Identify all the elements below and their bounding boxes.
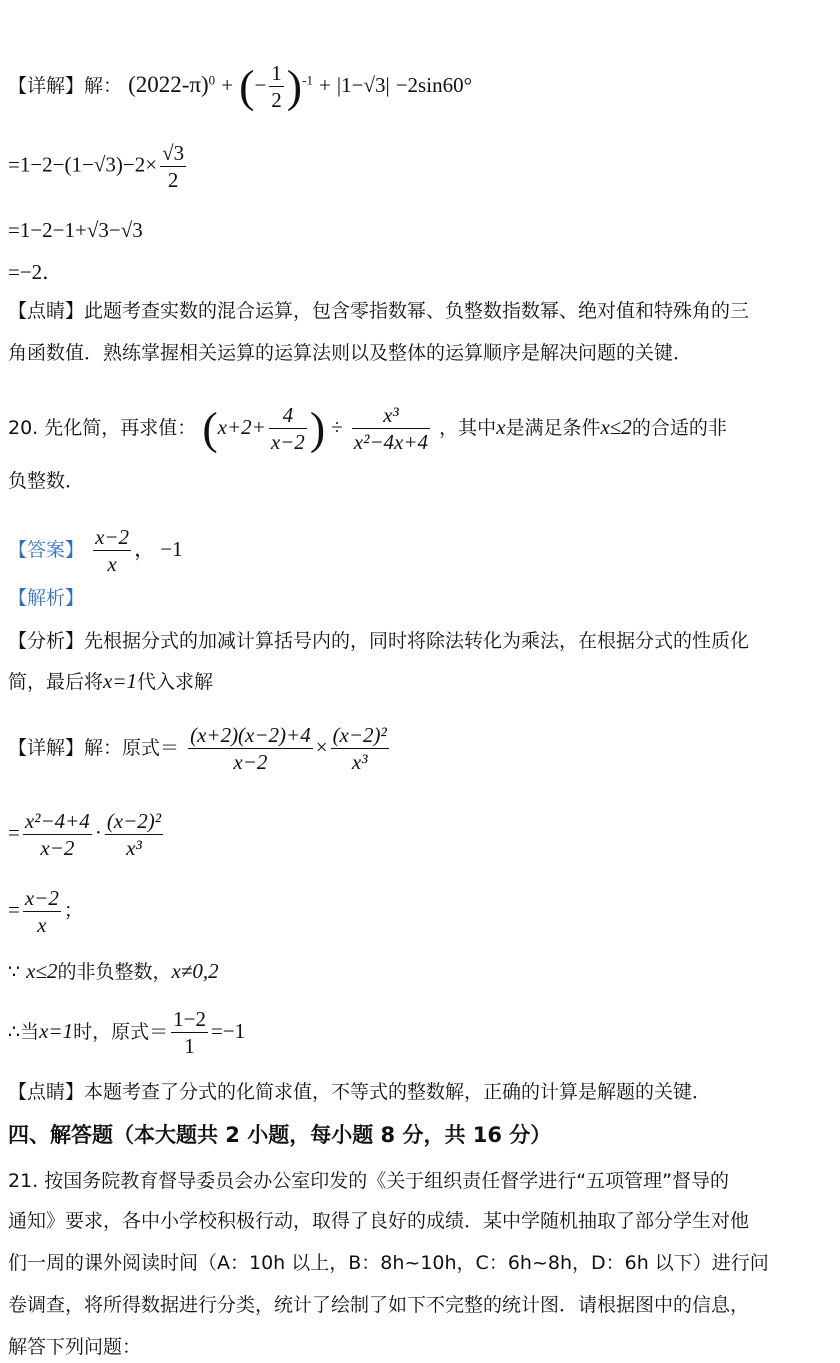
fenxi-text2c: 代入求解 [137,671,214,693]
because-neq: x≠0,2 [171,959,219,983]
cond-text3: 的合适的非 [631,417,727,439]
q20-therefore [8,1006,832,1059]
tail-expr: −2sin60° [395,73,472,97]
q20-fenxi-2 [8,668,832,695]
q19-dianjing-1 [8,298,832,324]
therefore-tail: =−1 [210,1019,246,1043]
fenxi-text2a: 简，最后将 [8,671,104,693]
q21-line2: 通知》要求，各中小学校积极行动，取得了良好的成绩．某中学随机抽取了部分学生对他 [8,1210,750,1232]
paren-left: x+2+ [217,415,266,439]
q21-line4: 卷调查，将所得数据进行分类，统计了绘制了如下不完整的统计图．请根据图中的信息， [8,1294,750,1316]
q21-line3: 们一周的课外阅读时间（A：10h 以上，B：8h~10h，C：6h~8h，D：6h 以下）进行问 [8,1252,769,1274]
paren-frac: $\frac{4}{x-2}$ [270,403,305,454]
step1-text: =1−2−(1−√3)−2× [8,152,158,177]
detail-frac1: $\frac{(x+2)(x-2)+4}{x-2}$ [190,723,311,774]
dianjing-tag: 【点睛】 [8,1081,85,1103]
q20-number: 20. 先化简，再求值： [8,417,197,439]
fenxi-text1: 先根据分式的加减计算括号内的，同时将除法转化为乘法，在根据分式的性质化 [84,630,750,652]
q21-line1: 21. 按国务院教育督导委员会办公室印发的《关于组织责任督学进行“五项管理”督导的 [8,1170,729,1192]
detail-jie: 解： [84,75,123,97]
fenxi-eq: x=1 [103,669,138,693]
div-frac: $\frac{\text{x³}}{\text{x²−4x+4}}$ [353,403,429,454]
because-ineq: x≤2 [26,959,58,983]
dianjing-tag: 【点睛】 [8,300,85,322]
cond-text2: 是满足条件 [505,417,601,439]
dianjing-text: 本题考查了分式的化简求值，不等式的整数解，正确的计算是解题的关键． [84,1081,712,1103]
step1-frac-a: $\frac{\text{x²−4+4}}{x-2}$ [24,809,90,860]
therefore-eq: x=1 [39,1019,74,1043]
q19-detail-line: 【详解】解： $(2022-\pi)^0$ + (− $\frac{1}{2}$ )$^{-1}$ + |1−√3| −2sin60° [8,60,472,112]
step1-frac: $\frac{√3}{2}$ [162,141,185,192]
frac-half: $\frac{1}{2}$ [271,61,282,112]
dot-sign: · [94,820,102,845]
answer-tag: 【答案】 [8,539,85,561]
therefore-frac: $\frac{1-2}{1}$ [173,1007,206,1058]
dianjing-text1: 此题考查实数的混合运算，包含零指数幂、负整数指数幂、绝对值和特殊角的三 [84,300,750,322]
therefore-text: 时，原式＝ [73,1021,169,1043]
detail-text: 解：原式＝ [84,737,180,759]
times-sign: × [315,735,328,759]
because-text: 的非负整数， [57,961,172,983]
therefore-sign: ∴当 [8,1021,40,1043]
q19-dianjing-2: 角函数值．熟练掌握相关运算的运算法则以及整体的运算顺序是解决问题的关键． [8,342,693,364]
q20-dianjing [8,1079,832,1105]
fenxi-tag: 【分析】 [8,630,85,652]
q20-step2: = $\frac{x-2}{x}$ ； [8,886,83,937]
q20-answer [8,524,832,577]
q19-step1 [8,140,832,193]
step2-frac: $\frac{x-2}{x}$ [24,886,59,937]
answer-frac: $\frac{x-2}{x}$ [95,525,130,576]
div-sign: ÷ [331,415,343,439]
section4-title: 四、解答题（本大题共 2 小题，每小题 8 分，共 16 分） [8,1123,552,1147]
abs-expr: |1−√3| [336,73,390,97]
q20-fenxi-1 [8,628,832,654]
q20-stem: 20. 先化简，再求值： (x+2+ $\frac{4}{x-2}$ ) ÷ $\frac{\text{x³}}{\text{x²−4x+4}}$ ，其中x是满足条件x≤2的合适的非 [8,402,727,454]
cond-var: x [496,415,506,439]
q19-step3: =−2． [8,260,64,284]
q20-step1: = $\frac{\text{x²−4+4}}{x-2}$ · $\frac{\text{(x−2)²}}{\text{x³}}$ [8,809,162,860]
exp-zero: 0 [208,72,216,88]
jiexi-tag: 【解析】 [8,587,85,609]
q20-because [8,958,832,985]
step1-frac-b: $\frac{\text{(x−2)²}}{\text{x³}}$ [106,809,162,860]
step2-tail: ； [63,899,83,922]
detail-tag: 【详解】 [8,737,85,759]
q20-stem-cont: 负整数． [8,470,85,492]
detail-tag: 【详解】 [8,75,85,97]
expr-part1: (2022-π) [128,72,209,97]
q20-detail [8,722,832,775]
answer-tail: ， −1 [134,537,183,561]
q21-line5: 解答下列问题： [8,1336,142,1358]
exp-neg1: -1 [302,72,313,88]
detail-frac2: $\frac{\text{(x−2)²}}{\text{x³}}$ [332,723,387,774]
cond-text1: ，其中 [439,417,497,439]
because-sign: ∵ [8,961,27,983]
cond-ineq: x≤2 [600,415,632,439]
q19-step2: =1−2−1+√3−√3 [8,218,143,242]
